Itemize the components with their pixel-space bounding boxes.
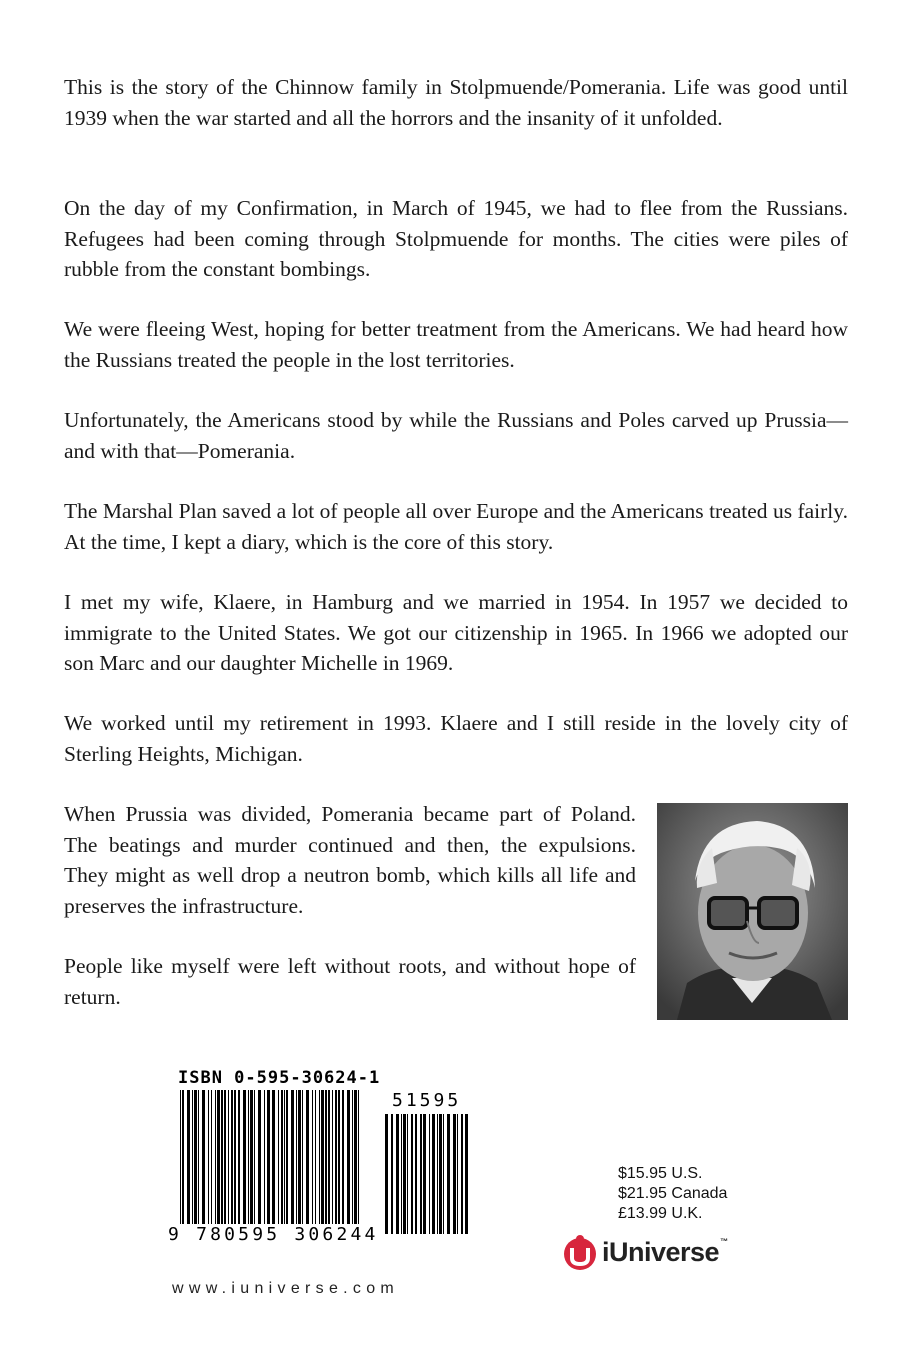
barcode-bar bbox=[420, 1114, 422, 1234]
barcode-bar bbox=[296, 1090, 297, 1224]
barcode-bar bbox=[228, 1090, 229, 1224]
barcode-bar bbox=[453, 1114, 456, 1234]
barcode-bar bbox=[224, 1090, 226, 1224]
barcode-bar bbox=[407, 1114, 408, 1234]
barcode-bar bbox=[202, 1090, 205, 1224]
barcode-bar bbox=[415, 1114, 417, 1234]
barcode-bar bbox=[215, 1090, 216, 1224]
iuniverse-swirl-icon bbox=[562, 1232, 598, 1272]
barcode-bar bbox=[332, 1090, 333, 1224]
barcode-bar bbox=[208, 1090, 209, 1224]
barcode-bar bbox=[347, 1090, 350, 1224]
barcode-bar bbox=[328, 1090, 330, 1224]
barcode-bar bbox=[180, 1090, 181, 1234]
barcode-bar bbox=[312, 1090, 313, 1234]
barcode-bar bbox=[354, 1090, 357, 1224]
barcode-bar bbox=[281, 1090, 283, 1224]
barcode-bar bbox=[429, 1114, 430, 1234]
barcode-bar bbox=[396, 1114, 399, 1234]
barcode-bar bbox=[211, 1090, 212, 1224]
barcode-bar bbox=[437, 1114, 438, 1234]
blurb-paragraph-3: We were fleeing West, hoping for better treatment from the Americans. We had heard how the Russians treated the people in the lost territories. bbox=[64, 317, 848, 372]
barcode-bar bbox=[291, 1090, 294, 1224]
barcode-bar bbox=[352, 1090, 353, 1224]
isbn-label: ISBN 0-595-30624-1 bbox=[178, 1068, 381, 1088]
barcode-bar bbox=[187, 1090, 190, 1224]
barcode-addon-digits: 51595 bbox=[392, 1090, 462, 1111]
barcode-bar bbox=[461, 1114, 463, 1234]
barcode-bar bbox=[319, 1090, 320, 1224]
blurb-paragraph-4: Unfortunately, the Americans stood by while the Russians and Poles carved up Prussia—and with that—Pomerania. bbox=[64, 408, 848, 463]
barcode-bar bbox=[250, 1090, 253, 1224]
barcode-bar bbox=[325, 1090, 327, 1224]
barcode-bar bbox=[335, 1090, 337, 1224]
price-addon-barcode bbox=[383, 1114, 473, 1234]
barcode-bar bbox=[182, 1090, 184, 1234]
blurb-paragraph-7: We worked until my retirement in 1993. Klaere and I still reside in the lovely city of Sterling Heights, Michigan. bbox=[64, 711, 848, 766]
price-list bbox=[618, 1164, 727, 1224]
publisher-website: www.iuniverse.com bbox=[172, 1280, 400, 1297]
barcode-bar bbox=[439, 1114, 442, 1234]
barcode-bar bbox=[306, 1090, 309, 1224]
publisher-name: iUniverse™ bbox=[602, 1236, 728, 1267]
barcode-digits: 9 780595 306244 bbox=[168, 1224, 379, 1245]
barcode-bar bbox=[217, 1090, 220, 1224]
barcode-bar bbox=[432, 1114, 435, 1234]
barcode-bar bbox=[391, 1114, 393, 1234]
barcode-bar bbox=[298, 1090, 301, 1224]
author-photo bbox=[657, 803, 848, 1020]
barcode-bar bbox=[443, 1114, 444, 1234]
price-canada: $21.95 Canada bbox=[618, 1185, 728, 1202]
barcode-bar bbox=[411, 1114, 413, 1234]
price-us: $15.95 U.S. bbox=[618, 1165, 703, 1182]
publisher-logo bbox=[562, 1232, 728, 1272]
barcode-bar bbox=[342, 1090, 344, 1224]
barcode-bar bbox=[248, 1090, 249, 1224]
barcode-bar bbox=[457, 1114, 458, 1234]
barcode-bar bbox=[231, 1090, 233, 1224]
barcode-bar bbox=[272, 1090, 275, 1224]
barcode-bar bbox=[278, 1090, 279, 1224]
barcode-bar bbox=[286, 1090, 288, 1224]
barcode-bar bbox=[465, 1114, 468, 1234]
barcode-bar bbox=[192, 1090, 193, 1224]
barcode-bar bbox=[243, 1090, 246, 1234]
barcode-bar bbox=[358, 1090, 359, 1224]
blurb-paragraph-5: The Marshal Plan saved a lot of people all over Europe and the Americans treated us fairly. At the time, I kept a diary, which is the core of this story. bbox=[64, 499, 848, 554]
blurb-paragraph-1: This is the story of the Chinnow family in Stolpmuende/Pomerania. Life was good until 1939 when the war started and all the horrors and the insanity of it unfolded. bbox=[64, 75, 848, 130]
isbn-barcode bbox=[178, 1090, 366, 1234]
barcode-bar bbox=[234, 1090, 236, 1224]
price-uk: £13.99 U.K. bbox=[618, 1205, 703, 1222]
blurb-paragraph-9: People like myself were left without roots, and without hope of return. bbox=[64, 954, 636, 1009]
barcode-bar bbox=[264, 1090, 265, 1224]
barcode-bar bbox=[447, 1114, 450, 1234]
barcode-bar bbox=[254, 1090, 255, 1224]
blurb-paragraph-8: When Prussia was divided, Pomerania became part of Poland. The beatings and murder continued and then, the expulsions. They might as well drop a neutron bomb, which kills all life and preserves the infrastructure. bbox=[64, 802, 636, 918]
barcode-bar bbox=[403, 1114, 406, 1234]
barcode-bar bbox=[258, 1090, 261, 1224]
barcode-bar bbox=[238, 1090, 240, 1224]
barcode-bar bbox=[423, 1114, 426, 1234]
barcode-bar bbox=[315, 1090, 316, 1224]
barcode-bar bbox=[221, 1090, 223, 1224]
barcode-bar bbox=[321, 1090, 324, 1224]
barcode-bar bbox=[284, 1090, 285, 1224]
barcode-bar bbox=[385, 1114, 388, 1234]
barcode-bar bbox=[194, 1090, 197, 1224]
barcode-bar bbox=[198, 1090, 199, 1224]
barcode-bar bbox=[267, 1090, 270, 1224]
barcode-bar bbox=[338, 1090, 340, 1224]
barcode-bar bbox=[302, 1090, 303, 1224]
barcode-bar bbox=[401, 1114, 402, 1234]
blurb-paragraph-6: I met my wife, Klaere, in Hamburg and we married in 1954. In 1957 we decided to immigrate to the United States. We got our citizenship in 1965. In 1966 we adopted our son Marc and our daughter Michelle in 1969. bbox=[64, 590, 848, 675]
blurb-paragraph-2: On the day of my Confirmation, in March of 1945, we had to flee from the Russians. Refugees had been coming through Stolpmuende for months. The cities were piles of rubble from the constant bombings. bbox=[64, 196, 848, 281]
